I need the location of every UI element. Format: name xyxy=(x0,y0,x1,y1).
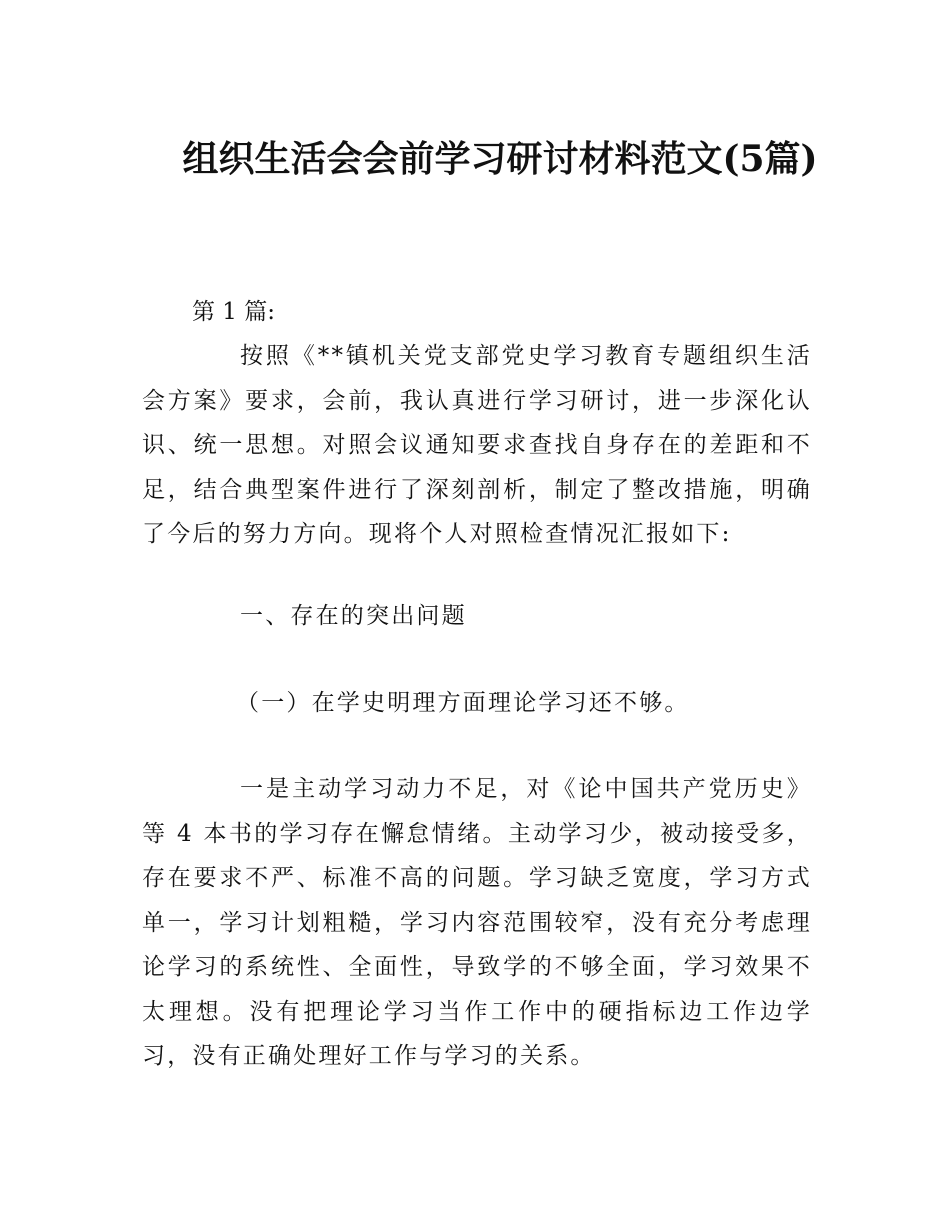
section-label: 第 1 篇: xyxy=(192,299,276,325)
heading-problems: 一、存在的突出问题 xyxy=(240,603,467,629)
intro-paragraph: 按照《**镇机关党支部党史学习教育专题组织生活会方案》要求，会前，我认真进行学习研讨，进一步深化认识、统一思想。对照会议通知要求查找自身存在的差距和不足，结合典型案件进行了深刻剖析，制定了整改措施，明确了今后的努力方向。现将个人对照检查情况汇报如下: xyxy=(142,343,812,547)
subheading-theory-study: （一）在学史明理方面理论学习还不够。 xyxy=(236,690,690,716)
document-title: 组织生活会会前学习研讨材料范文(5篇) xyxy=(182,138,818,181)
paragraph-study-issues: 一是主动学习动力不足，对《论中国共产党历史》等 4 本书的学习存在懈怠情绪。主动学习少，被动接受多，存在要求不严、标准不高的问题。学习缺乏宽度，学习方式单一，学习计划粗糙，学习内容范围较窄，没有充分考虑理论学习的系统性、全面性，导致学的不够全面，学习效果不太理想。没有把理论学习当作工作中的硬指标边工作边学习，没有正确处理好工作与学习的关系。 xyxy=(142,776,812,1069)
